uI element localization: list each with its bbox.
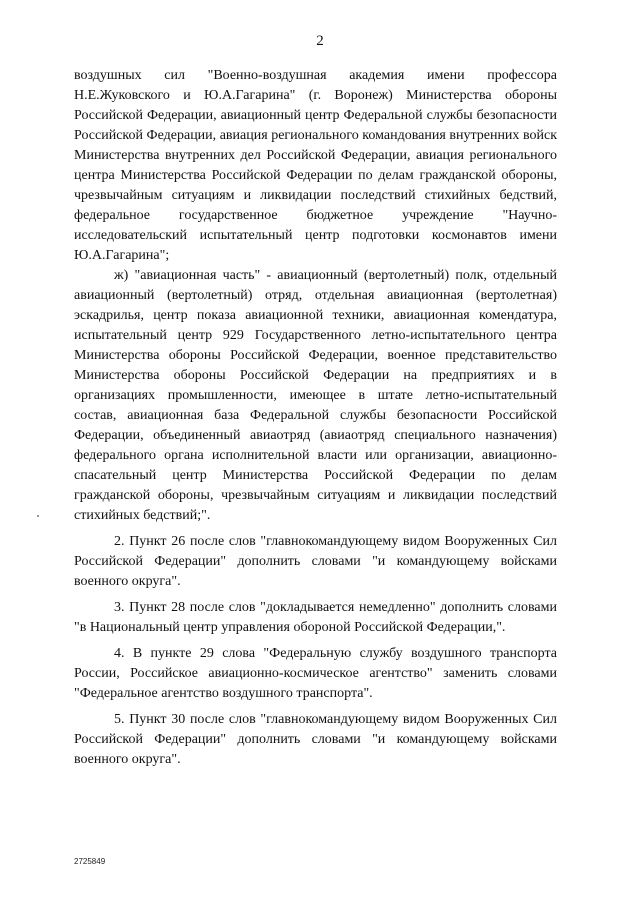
paragraph-point-5: 5. Пункт 30 после слов "главнокомандующему видом Вооруженных Сил Российской Федерации" дополнить словами "и командующему войсками военного округа". xyxy=(74,712,557,767)
paragraph-point-2: 2. Пункт 26 после слов "главнокомандующему видом Вооруженных Сил Российской Федерации" дополнить словами "и командующему войсками военного округа". xyxy=(74,534,557,589)
paragraph-continuation: воздушных сил "Военно-воздушная академия имени профессора Н.Е.Жуковского и Ю.А.Гагарина" (г. Воронеж) Министерства обороны Российской Федерации, авиационный центр Федеральной службы безопасности Российской Федерации, авиация регионального командования внутренних войск Министерства внутренних дел Российской Федерации, авиация регионального центра Министерства Российской Федерации по делам гражданской обороны, чрезвычайным ситуациям и ликвидации последствий стихийных бедствий, федеральное государственное бюджетное учреждение "Научно-исследовательский испытательный центр подготовки космонавтов имени Ю.А.Гагарина"; xyxy=(74,68,557,263)
document-code: 2725849 xyxy=(74,857,106,866)
paragraph-point-4: 4. В пункте 29 слова "Федеральную службу воздушного транспорта России, Российское авиационно-космическое агентство" заменить словами "Федеральное агентство воздушного транспорта". xyxy=(74,646,557,701)
paragraph-point-3: 3. Пункт 28 после слов "докладывается немедленно" дополнить словами "в Национальный центр управления обороной Российской Федерации,". xyxy=(74,600,557,635)
page-number: 2 xyxy=(316,33,324,49)
paragraph-item-zh: ж) "авиационная часть" - авиационный (вертолетный) полк, отдельный авиационный (вертолетный) отряд, отдельная авиационная (вертолетная) эскадрилья, центр показа авиационной техники, авиационная комендатура, испытательный центр 929 Государственного летно-испытательного центра Министерства обороны Российской Федерации, военное представительство Министерства обороны Российской Федерации на предприятиях и в организациях промышленности, имеющее в штате летно-испытательный состав, авиационная база Федеральной службы безопасности Российской Федерации, объединенный авиаотряд (авиаотряд специального назначения) федерального органа исполнительной власти или организации, авиационно-спасательный центр Министерства Российской Федерации по делам гражданской обороны, чрезвычайным ситуациям и ликвидации последствий стихийных бедствий;". xyxy=(74,268,557,523)
scan-dot-mark xyxy=(37,515,39,517)
document-body xyxy=(74,66,557,770)
